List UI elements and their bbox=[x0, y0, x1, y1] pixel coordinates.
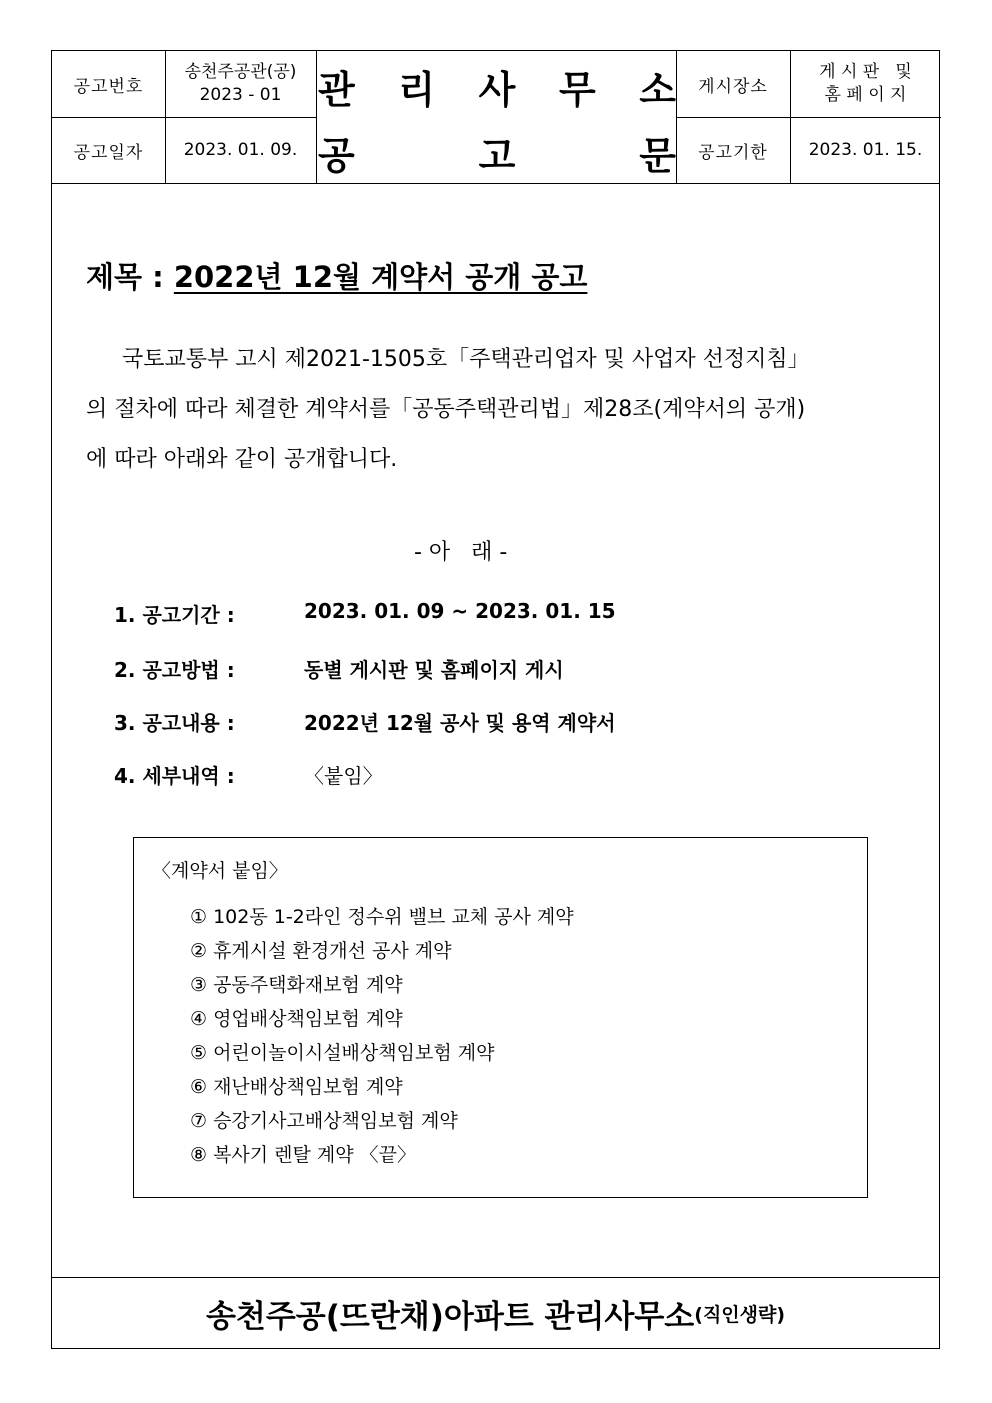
body-line: 에 따라 아래와 같이 공개합니다. bbox=[86, 447, 398, 472]
notice-date-value: 2023. 01. 09. bbox=[183, 140, 298, 160]
subject-text: 2022년 12월 계약서 공개 공고 bbox=[173, 260, 588, 294]
subject-label: 제목 : bbox=[86, 260, 174, 294]
notice-frame bbox=[51, 50, 940, 1349]
item-label: 1. 공고기간 : bbox=[114, 603, 235, 627]
body-line: 의 절차에 따라 체결한 계약서를「공동주택관리법」제28조(계약서의 공개) bbox=[86, 397, 806, 422]
body-line: 국토교통부 고시 제2021-1505호「주택관리업자 및 사업자 선정지침」 bbox=[122, 347, 810, 372]
title-char: 소 bbox=[639, 68, 676, 112]
list-item: ① 102동 1-2라인 정수위 밸브 교체 공사 계약 bbox=[190, 906, 574, 928]
item-content bbox=[114, 707, 616, 736]
body-paragraph bbox=[86, 335, 912, 485]
title-char: 리 bbox=[398, 68, 436, 112]
list-item: ⑦ 승강기사고배상책임보험 계약 bbox=[190, 1110, 458, 1132]
item-period bbox=[114, 599, 616, 628]
list-item: ⑥ 재난배상책임보험 계약 bbox=[190, 1076, 403, 1098]
title-char: 관 bbox=[318, 68, 355, 112]
title-notice bbox=[318, 125, 676, 180]
title-char: 사 bbox=[478, 68, 516, 112]
notice-number-label: 공고번호 bbox=[73, 76, 144, 97]
post-place-value bbox=[790, 51, 941, 117]
footer-signature bbox=[52, 1277, 939, 1349]
item-value: 2023. 01. 09 ~ 2023. 01. 15 bbox=[304, 599, 616, 623]
post-place-label: 게시장소 bbox=[698, 76, 768, 97]
section-heading: - 아 래 - bbox=[414, 540, 508, 565]
attachment-box bbox=[133, 837, 868, 1198]
item-details bbox=[114, 760, 383, 789]
list-item: ⑤ 어린이놀이시설배상책임보험 계약 bbox=[190, 1042, 495, 1064]
post-place-line2: 홈 페 이 지 bbox=[824, 85, 907, 105]
deadline-value: 2023. 01. 15. bbox=[808, 140, 923, 160]
post-place-line1: 게 시 판 및 bbox=[819, 62, 912, 82]
list-item: ③ 공동주택화재보험 계약 bbox=[190, 974, 403, 996]
seal-note: (직인생략) bbox=[694, 1304, 786, 1326]
notice-number-line2: 2023 - 01 bbox=[199, 85, 282, 105]
header-bottom-line bbox=[52, 183, 939, 184]
list-item: ④ 영업배상책임보험 계약 bbox=[190, 1008, 403, 1030]
item-value: 〈붙임〉 bbox=[304, 764, 383, 788]
organization-name: 송천주공(뜨란채)아파트 관리사무소 bbox=[205, 1299, 695, 1335]
notice-date-label: 공고일자 bbox=[73, 142, 144, 163]
item-label: 3. 공고내용 : bbox=[114, 711, 235, 735]
item-label: 2. 공고방법 : bbox=[114, 658, 235, 682]
notice-number-value bbox=[165, 51, 316, 117]
item-method bbox=[114, 654, 564, 683]
deadline-label: 공고기한 bbox=[698, 142, 768, 163]
title-char: 무 bbox=[558, 68, 596, 112]
title-char: 공 bbox=[318, 134, 355, 178]
list-item: ② 휴게시설 환경개선 공사 계약 bbox=[190, 940, 452, 962]
attachment-list bbox=[190, 900, 574, 1172]
item-value: 동별 게시판 및 홈페이지 게시 bbox=[304, 658, 564, 682]
attachment-heading: 〈계약서 붙임〉 bbox=[152, 860, 288, 882]
title-office bbox=[318, 59, 676, 114]
notice-number-line1: 송천주공관(공) bbox=[184, 62, 297, 82]
title-char: 문 bbox=[639, 134, 676, 178]
subject-title bbox=[86, 255, 587, 296]
header-divider bbox=[316, 51, 317, 183]
list-item: ⑧ 복사기 렌탈 계약 〈끝〉 bbox=[190, 1144, 417, 1166]
item-value: 2022년 12월 공사 및 용역 계약서 bbox=[304, 711, 616, 735]
item-label: 4. 세부내역 : bbox=[114, 764, 235, 788]
title-char: 고 bbox=[478, 134, 516, 178]
